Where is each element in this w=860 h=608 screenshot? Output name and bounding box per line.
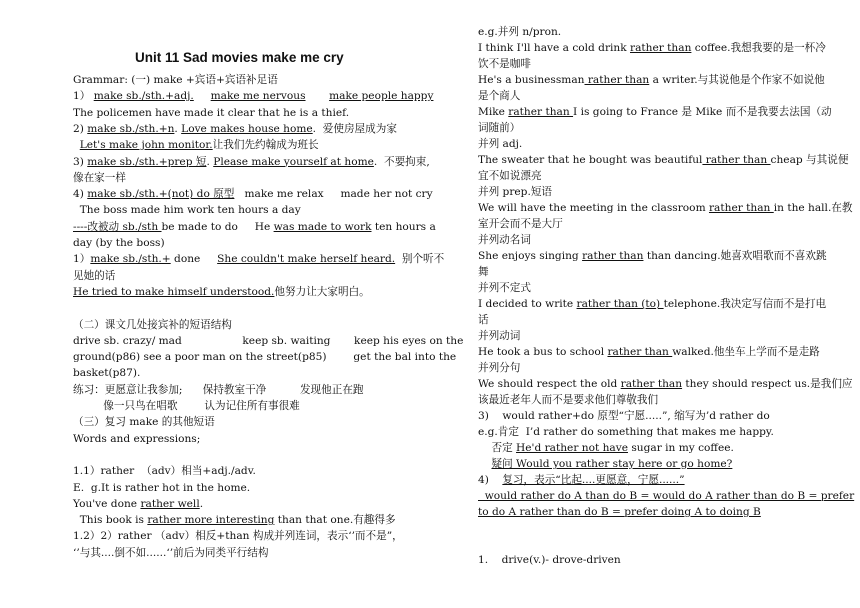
text-line <box>478 185 552 200</box>
text: 话 <box>478 314 489 326</box>
text-line <box>478 249 827 264</box>
text: 4) <box>478 474 503 486</box>
text: e.g.肯定 I’d rather do something that makes me happy. <box>478 426 774 438</box>
text: 1） <box>73 253 91 266</box>
text: I decided to write <box>478 298 577 310</box>
text-line <box>73 122 397 137</box>
underlined-text: 复习，表示“比起....更愿意，宁愿......” <box>502 474 685 486</box>
underlined-text: He tried to make himself understood. <box>73 285 275 298</box>
text-line <box>478 409 770 424</box>
text-line <box>478 393 658 408</box>
underlined-text: rather than <box>607 346 673 358</box>
text-line <box>478 473 685 488</box>
text: 是个商人 <box>478 90 521 102</box>
text: . <box>206 155 214 168</box>
underlined-text: Love makes house home <box>181 122 313 135</box>
text: telephone.我决定写信而不是打电 <box>663 298 827 310</box>
text: She enjoys singing <box>478 250 583 262</box>
text: 并列不定式 <box>478 282 531 294</box>
underlined-text: rather than <box>584 74 650 86</box>
text: 词随前） <box>478 122 521 134</box>
text: 并列 adj. <box>478 138 523 150</box>
text: We will have the meeting in the classroom <box>478 202 709 214</box>
text: . <box>174 122 182 135</box>
text: E. g.It is rather hot in the home. <box>73 481 251 494</box>
text-line <box>73 497 203 512</box>
text: The policemen have made it clear that he is a thief. <box>73 106 350 119</box>
text: The sweater that he bought was beautiful <box>478 154 703 166</box>
underlined-text: rather well <box>140 497 200 510</box>
text: coffee.我想我要的是一杯冷 <box>691 42 826 54</box>
text-line <box>478 233 531 248</box>
text-line <box>73 220 436 235</box>
text-line <box>478 201 853 216</box>
text: 并列动词 <box>478 330 521 342</box>
text-line <box>73 106 349 121</box>
text: than that one.有趣得多 <box>274 514 396 527</box>
text-line <box>73 73 278 88</box>
underlined-text: rather than <box>708 202 774 214</box>
text-line <box>73 399 300 414</box>
underlined-text: make sb./sth.+ <box>90 253 171 266</box>
underlined-text: She couldn't make herself heard. <box>217 253 396 266</box>
underlined-text: rather than <box>508 106 574 118</box>
text: 像在家一样 <box>73 171 126 184</box>
text: I think I'll have a cold drink <box>478 42 631 54</box>
underlined-text: rather than <box>620 378 683 390</box>
text-line <box>73 318 232 333</box>
text: 并列 prep.短语 <box>478 186 553 198</box>
text: cheap 与其说便 <box>770 154 849 166</box>
underlined-text: make sb./sth.+adj. <box>93 90 194 103</box>
text-line <box>73 350 456 365</box>
text-line <box>478 57 531 72</box>
page-title: Unit 11 Sad movies make me cry <box>135 50 344 65</box>
text-line <box>478 425 774 440</box>
text: in the hall.在教 <box>773 202 853 214</box>
underlined-text: make people happy <box>329 90 434 103</box>
text: 饮不是咖啡 <box>478 58 531 70</box>
text: 别个听不 <box>395 253 445 266</box>
text: You've done <box>73 497 141 510</box>
underlined-text: Please make yourself at home <box>213 155 374 168</box>
text-line <box>478 329 520 344</box>
underlined-text: rather than <box>702 154 771 166</box>
text: 4) <box>73 188 88 201</box>
text-line <box>478 153 848 168</box>
text: . 不要拘束, <box>373 155 430 168</box>
text-line <box>73 513 396 528</box>
underlined-text: to do A rather than do B = prefer doing A to doing B <box>478 506 761 518</box>
text: walked.他坐车上学而不是走路 <box>672 346 820 358</box>
text: make me relax made her not cry <box>234 188 433 201</box>
underlined-text: 疑问 Would you rather stay here or go home? <box>491 458 733 470</box>
text: a writer.与其说他是个作家不如说他 <box>649 74 825 86</box>
underlined-text: make sb./sth.+(not) do 原型 <box>87 188 235 201</box>
text-line <box>73 252 444 267</box>
underlined-text: rather than (to) <box>576 298 664 310</box>
text-line <box>478 457 732 472</box>
text: 宜不如说漂亮 <box>478 170 542 182</box>
text: We should respect the old <box>478 378 621 390</box>
text-line <box>478 105 832 120</box>
text-line <box>73 464 256 479</box>
text: 像一只鸟在唱歌 认为记住所有事很难 <box>73 400 300 412</box>
text: done <box>170 253 218 266</box>
underlined-text: make sb./sth.+n <box>87 122 175 135</box>
text-line <box>478 169 542 184</box>
underlined-text: Let's make john monitor. <box>79 139 213 152</box>
text-line <box>478 441 734 456</box>
text-line <box>73 89 433 104</box>
text-line <box>478 345 820 360</box>
text: 3) <box>73 155 88 168</box>
text: e.g.并列 n/pron. <box>478 26 562 38</box>
text-line <box>478 297 826 312</box>
underlined-text: rather than <box>630 42 692 54</box>
text-line <box>478 553 621 568</box>
text-line <box>73 366 140 381</box>
text: ground(p86) see a poor man on the street(p85) get the bal into the <box>73 351 457 364</box>
text: be made to do He <box>161 220 274 233</box>
underlined-text: ----改被动 sb./sth <box>73 220 162 233</box>
text: Mike <box>478 106 509 118</box>
text <box>73 139 80 151</box>
text-line <box>73 269 115 284</box>
text: . 爱使房屋成为家 <box>312 122 397 135</box>
text: 并列分句 <box>478 362 521 374</box>
text: drive sb. crazy/ mad keep sb. waiting keep his eyes on the <box>73 334 464 347</box>
underlined-text: make sb./sth.+prep 短 <box>87 155 207 168</box>
text: day (by the boss) <box>73 237 165 249</box>
text: 1. drive(v.)- drove-driven <box>478 554 621 566</box>
text: 1） <box>73 90 94 103</box>
underlined-text: make me nervous <box>210 90 306 103</box>
text-line <box>478 281 531 296</box>
text-line <box>478 73 825 88</box>
text-line <box>73 138 319 153</box>
text: 该最近老年人而不是要求他们尊敬我们 <box>478 394 659 406</box>
text-line <box>478 41 826 56</box>
text: 见她的话 <box>73 269 116 282</box>
text: 练习：更愿意让我参加; 保持教室干净 发现他正在跑 <box>73 383 364 396</box>
underlined-text: He'd rather not have <box>516 442 628 454</box>
text <box>306 90 330 102</box>
text-line <box>73 481 250 496</box>
text: 并列动名词 <box>478 234 531 246</box>
text: The boss made him work ten hours a day <box>73 204 301 217</box>
text <box>478 458 491 470</box>
text-line <box>478 265 489 280</box>
text-line <box>478 313 489 328</box>
text: 1.2）2）rather （adv）相反+than 构成并列连词，表示‘’而不是”， <box>73 530 403 543</box>
text: 室开会而不是大厅 <box>478 218 563 230</box>
text: He took a bus to school <box>478 346 608 358</box>
underlined-text: would rather do A than do B = would do A rather than do B = prefer <box>478 490 855 502</box>
text-line <box>478 505 761 520</box>
text: 舞 <box>478 266 489 278</box>
text-line <box>478 489 854 504</box>
text: Grammar: (一) make +宾语+宾语补足语 <box>73 74 278 86</box>
text: 2) <box>73 122 88 135</box>
text-line <box>73 187 433 202</box>
text-line <box>73 529 403 544</box>
text-line <box>73 546 268 561</box>
text: 1.1）rather （adv）相当+adj./adv. <box>73 465 256 478</box>
text: 否定 <box>478 442 517 454</box>
text-line <box>478 361 520 376</box>
text-line <box>478 89 520 104</box>
underlined-text: rather more interesting <box>147 514 275 527</box>
text-line <box>478 121 520 136</box>
text: （二）课文几处接宾补的短语结构 <box>73 318 232 331</box>
text <box>194 90 211 102</box>
text-line <box>478 217 563 232</box>
text-line <box>73 415 215 430</box>
text: （三）复习 make 的其他短语 <box>73 416 215 429</box>
text-line <box>73 171 126 186</box>
text-line <box>73 432 200 447</box>
text-line <box>73 155 430 170</box>
text-line <box>73 334 463 349</box>
text: ten hours a <box>371 220 436 233</box>
text: basket(p87). <box>73 367 141 380</box>
text: Words and expressions; <box>73 432 201 445</box>
text: This book is <box>73 514 148 527</box>
text: 让我们先约翰成为班长 <box>212 139 319 152</box>
text-line <box>478 137 522 152</box>
text: than dancing.她喜欢唱歌而不喜欢跳 <box>643 250 827 262</box>
text: they should respect us.是我们应 <box>682 378 853 390</box>
text: ‘’与其....倒不如......‘’前后为同类平行结构 <box>73 546 269 559</box>
text-line <box>73 383 364 398</box>
text: He's a businessman <box>478 74 585 86</box>
underlined-text: was made to work <box>273 220 372 233</box>
underlined-text: rather than <box>582 250 644 262</box>
text-line <box>73 236 165 251</box>
text-line <box>478 377 853 392</box>
text-line <box>478 25 561 40</box>
text: . <box>199 497 204 510</box>
text: I is going to France 是 Mike 而不是我要去法国（动 <box>573 106 832 118</box>
text: sugar in my coffee. <box>627 442 734 454</box>
text: 他努力让大家明白。 <box>274 285 370 298</box>
text-line <box>73 203 301 218</box>
text: 3) would rather+do 原型“宁愿.....”, 缩写为’d rather do <box>478 410 770 422</box>
text-line <box>73 285 370 300</box>
